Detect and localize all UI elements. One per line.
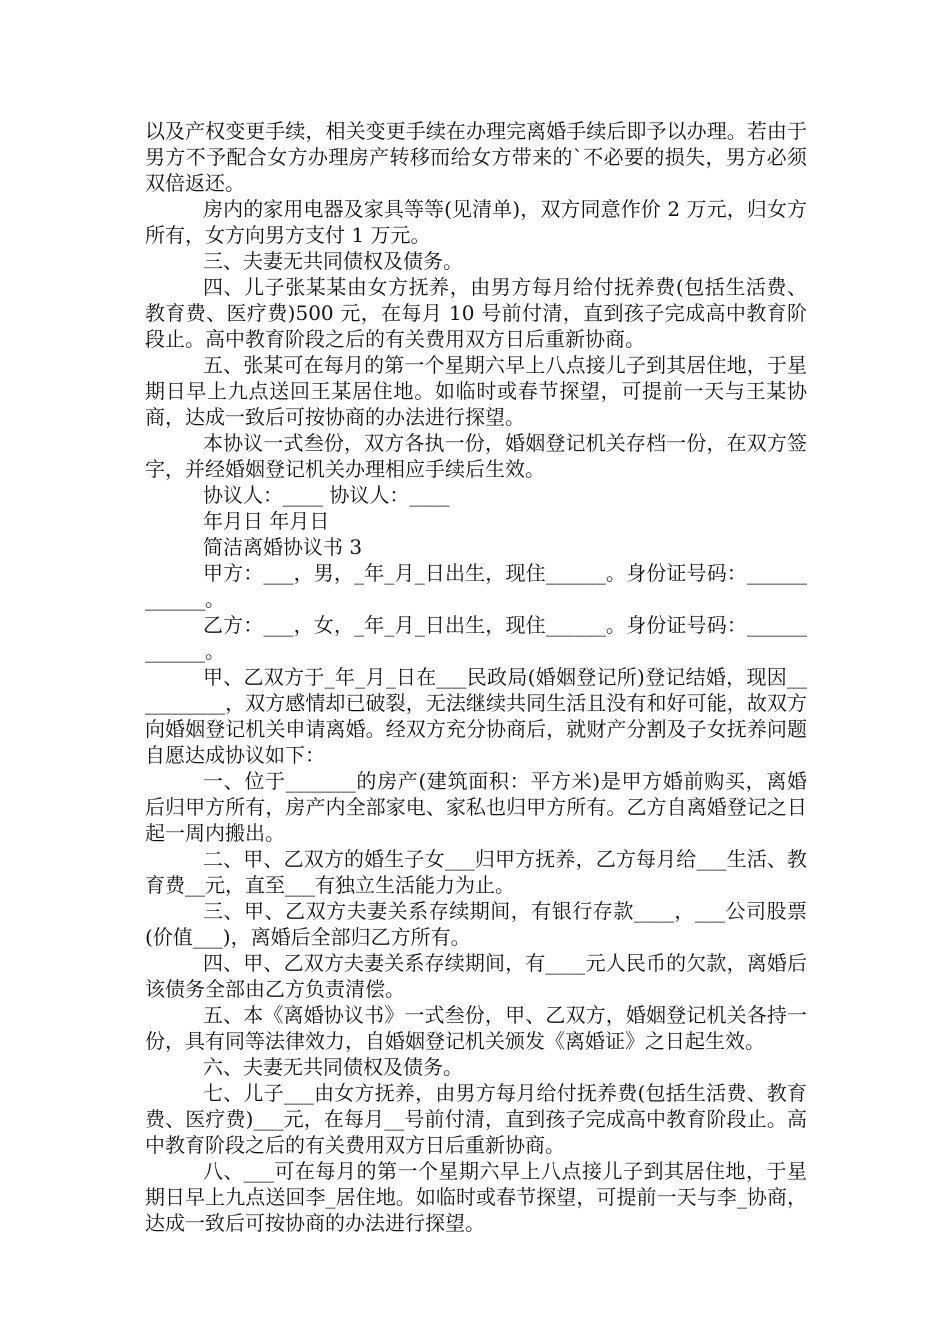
clause-3: 三、甲、乙双方夫妻关系存续期间，有银行存款____，___公司股票(价值___)，离婚后全部归乙方所有。 bbox=[145, 899, 807, 949]
clause-5: 五、本《离婚协议书》一式叁份，甲、乙双方，婚姻登记机关各持一份，具有同等法律效力，自婚姻登记机关颁发《离婚证》之日起生效。 bbox=[145, 1003, 807, 1053]
section-title: 简洁离婚协议书 3 bbox=[203, 535, 363, 559]
signature-line: 协议人：____ 协议人：____ bbox=[203, 483, 450, 507]
party-a-line: 甲方：___，男，_年_月_日出生，现住______。身份证号码：____________。 bbox=[145, 561, 807, 611]
party-b-line: 乙方：___，女，_年_月_日出生，现住______。身份证号码：____________。 bbox=[145, 613, 807, 663]
paragraph: 五、张某可在每月的第一个星期六早上八点接儿子到其居住地，于星期日早上九点送回王某居住地。如临时或春节探望，可提前一天与王某协商，达成一致后可按协商的办法进行探望。 bbox=[145, 353, 807, 429]
clause-2: 二、甲、乙双方的婚生子女___归甲方抚养，乙方每月给___生活、教育费__元，直至___有独立生活能力为止。 bbox=[145, 847, 807, 897]
paragraph: 四、儿子张某某由女方抚养，由男方每月给付抚养费(包括生活费、教育费、医疗费)500 元，在每月 10 号前付清，直到孩子完成高中教育阶段止。高中教育阶段之后的有关费用双方日后重新协商。 bbox=[145, 275, 807, 351]
clause-7: 七、儿子___由女方抚养，由男方每月给付抚养费(包括生活费、教育费、医疗费)___元，在每月__号前付清，直到孩子完成高中教育阶段止。高中教育阶段之后的有关费用双方日后重新协商。 bbox=[145, 1081, 807, 1157]
document-body bbox=[145, 118, 807, 1236]
date-line: 年月日 年月日 bbox=[203, 509, 330, 533]
paragraph: 以及产权变更手续，相关变更手续在办理完离婚手续后即予以办理。若由于男方不予配合女方办理房产转移而给女方带来的`不必要的损失，男方必须双倍返还。 bbox=[145, 119, 807, 195]
paragraph: 房内的家用电器及家具等等(见清单)，双方同意作价 2 万元，归女方所有，女方向男方支付 1 万元。 bbox=[145, 197, 807, 247]
clause-8: 八、___可在每月的第一个星期六早上八点接儿子到其居住地，于星期日早上九点送回李_居住地。如临时或春节探望，可提前一天与李_协商，达成一致后可按协商的办法进行探望。 bbox=[145, 1159, 807, 1235]
paragraph: 甲、乙双方于_年_月_日在___民政局(婚姻登记所)登记结婚，现因__________，双方感情却已破裂，无法继续共同生活且没有和好可能，故双方向婚姻登记机关申请离婚。经双方充分协商后，就财产分割及子女抚养问题自愿达成协议如下： bbox=[145, 665, 807, 767]
clause-4: 四、甲、乙双方夫妻关系存续期间，有____元人民币的欠款，离婚后该债务全部由乙方负责清偿。 bbox=[145, 951, 807, 1001]
clause-1: 一、位于_______的房产(建筑面积：平方米)是甲方婚前购买，离婚后归甲方所有，房产内全部家电、家私也归甲方所有。乙方自离婚登记之日起一周内搬出。 bbox=[145, 769, 807, 845]
clause-6: 六、夫妻无共同债权及债务。 bbox=[203, 1055, 463, 1079]
paragraph: 三、夫妻无共同债权及债务。 bbox=[203, 249, 463, 273]
paragraph: 本协议一式叁份，双方各执一份，婚姻登记机关存档一份，在双方签字，并经婚姻登记机关办理相应手续后生效。 bbox=[145, 431, 807, 481]
